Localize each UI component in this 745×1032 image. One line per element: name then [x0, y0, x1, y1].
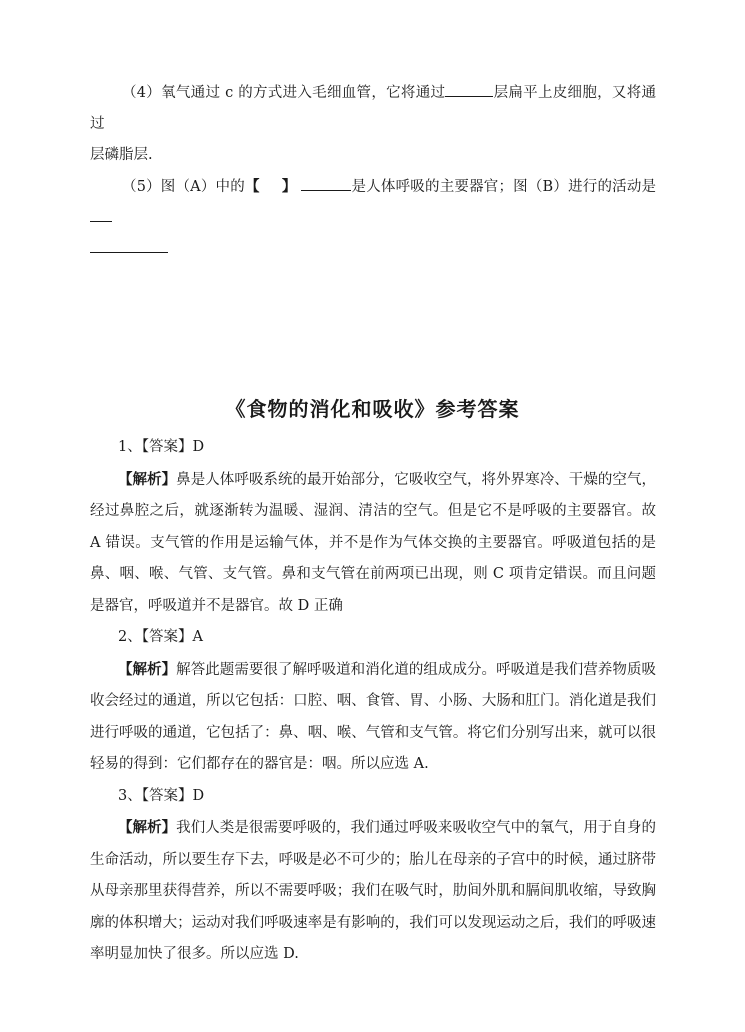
- answer-3-line: [90, 781, 656, 813]
- analysis-3: [90, 812, 656, 971]
- analysis-1-tag: 【解析】: [118, 470, 177, 488]
- analysis-3-tag: 【解析】: [118, 819, 177, 836]
- analysis-3-text: 我们人类是很需要呼吸的，我们通过呼吸来吸收空气中的氧气，用于自身的生命活动，所以要生存下去，呼吸是必不可少的；胎儿在母亲的子宫中的时候，通过脐带从母亲那里获得营养，所以不需要呼吸；我们在吸气时，肋间外肌和膈间肌收缩，导致胸廓的体积增大；运动对我们呼吸速率是有影响的，我们可以发现运动之后，我们的呼吸速率明显加快了很多。所以应选 D.: [90, 820, 657, 962]
- q5-text-2: 是人体呼吸的主要器官；图（B）进行的活动是: [351, 179, 657, 195]
- analysis-2-text: 解答此题需要很了解呼吸道和消化道的组成成分。呼吸道是我们营养物质吸收会经过的通道，所以它包括：口腔、咽、食管、胃、小肠、大肠和肛门。消化道是我们进行呼吸的通道，它包括了：鼻、咽、喉、气管和支气管。将它们分别写出来，就可以很轻易的得到：它们都存在的器官是：咽。所以应选 A.: [90, 661, 657, 772]
- answers-title: 《食物的消化和吸收》参考答案: [225, 397, 520, 421]
- answer-2-line: [90, 622, 656, 654]
- analysis-2-tag: 【解析】: [118, 660, 177, 678]
- answer-2-tag: 【答案】: [141, 629, 193, 645]
- answers-section: [90, 432, 656, 971]
- q5-blank-2a: [90, 203, 112, 222]
- analysis-2: [90, 654, 656, 781]
- q4-text-3: 层磷脂层.: [90, 147, 153, 163]
- answer-2-number: 2、: [118, 629, 142, 645]
- q5-blank-1: [301, 172, 351, 191]
- answer-3-value: D: [192, 787, 205, 804]
- answer-3-tag: 【答案】: [141, 787, 193, 804]
- question-4: [90, 78, 656, 171]
- analysis-1-text: 鼻是人体呼吸系统的最开始部分，它吸收空气，将外界寒冷、干燥的空气，经过鼻腔之后，就逐渐转为温暖、湿润、清洁的空气。但是它不是呼吸的主要器官。故 A 错误。支气管的作用是运输气体，并不是作为气体交换的主要器官。呼吸道包括的是鼻、咽、喉、气管、支气管。鼻和支气管在前两项已出现，则 C 项肯定错误。而且问题是器官，呼吸道并不是器官。故 D 正确: [90, 471, 657, 614]
- answer-1-value: D: [192, 439, 205, 455]
- answer-1-tag: 【答案】: [141, 439, 193, 455]
- q5-bracket-open: 【: [244, 178, 260, 195]
- q5-blank-2b: [90, 234, 168, 253]
- answer-1-number: 1、: [118, 439, 142, 455]
- analysis-1: [90, 464, 656, 623]
- q5-text-1: （5）图（A）中的: [122, 179, 245, 195]
- q4-text-2: 层扁平上皮细胞，又将通过: [90, 85, 656, 132]
- answer-3-number: 3、: [118, 787, 142, 804]
- q4-text-1: （4）氧气通过 c 的方式进入毛细血管，它将通过: [122, 85, 446, 101]
- answer-2-value: A: [192, 629, 203, 645]
- q4-blank-1: [445, 78, 493, 97]
- q5-bracket-close: 】: [281, 178, 297, 195]
- question-section: [90, 78, 656, 265]
- question-5: [90, 171, 656, 265]
- answer-1-line: [90, 432, 656, 464]
